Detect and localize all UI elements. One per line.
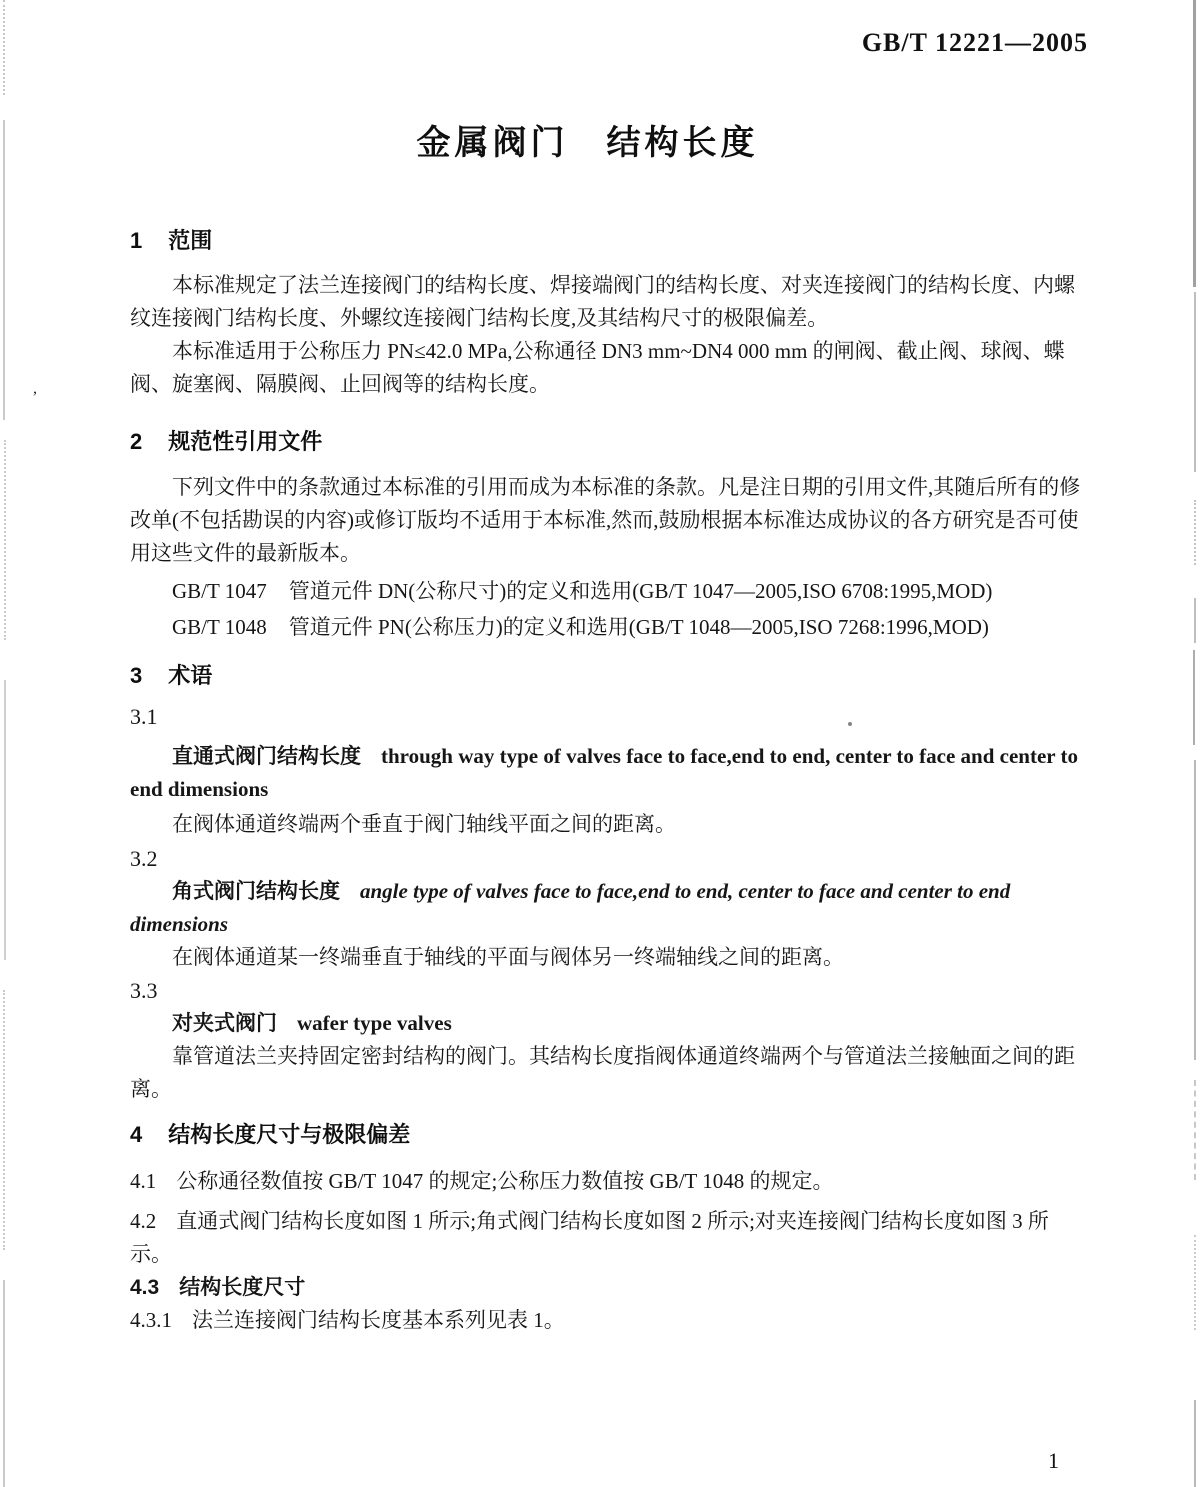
scan-speck: , <box>33 380 37 397</box>
clause-4-1 <box>130 1165 1085 1198</box>
term-entry <box>130 875 1085 941</box>
term-english: wafer type valves <box>297 1011 452 1035</box>
page-number: 1 <box>1048 1448 1059 1473</box>
clause-4-3 <box>130 1271 1085 1304</box>
section-title: 范围 <box>168 228 213 253</box>
clause-text: 公称通径数值按 GB/T 1047 的规定;公称压力数值按 GB/T 1048 的规定。 <box>176 1169 834 1193</box>
term-number: 3.2 <box>130 846 158 871</box>
term-chinese: 直通式阀门结构长度 <box>172 745 361 768</box>
term-entry <box>130 740 1085 806</box>
section-4-heading <box>130 1118 1085 1151</box>
clause-4-2 <box>130 1205 1085 1271</box>
standard-code: GB/T 12221—2005 <box>861 28 1088 57</box>
section-2-heading <box>130 425 1085 458</box>
term-definition: 在阀体通道终端两个垂直于阀门轴线平面之间的距离。 <box>172 812 676 836</box>
term-english: through way type of valves face to face,end to end, center to face and center to end dimensions <box>130 744 1078 801</box>
paragraph: 本标准适用于公称压力 PN≤42.0 MPa,公称通径 DN3 mm~DN4 000 mm 的闸阀、截止阀、球阀、蝶阀、旋塞阀、隔膜阀、止回阀等的结构长度。 <box>130 339 1065 396</box>
section-number: 2 <box>130 429 143 454</box>
term-number: 3.1 <box>130 704 158 729</box>
section-number: 3 <box>130 663 143 688</box>
paragraph: 下列文件中的条款通过本标准的引用而成为本标准的条款。凡是注日期的引用文件,其随后所有的修改单(不包括勘误的内容)或修订版均不适用于本标准,然而,鼓励根据本标准达成协议的各方研究是否可使用这些文件的最新版本。 <box>130 475 1081 565</box>
page-title: 金属阀门 结构长度 <box>416 124 759 162</box>
clause-number: 4.2 <box>130 1209 157 1233</box>
term-definition: 靠管道法兰夹持固定密封结构的阀门。其结构长度指阀体通道终端两个与管道法兰接触面之间的距离。 <box>130 1044 1075 1101</box>
section-number: 1 <box>130 228 143 253</box>
reference-code: GB/T 1048 <box>172 615 267 639</box>
clause-number: 4.3 <box>130 1276 160 1299</box>
section-title: 术语 <box>168 663 213 688</box>
clause-number: 4.3.1 <box>130 1308 172 1332</box>
section-1-heading <box>130 224 1085 257</box>
section-3-heading <box>130 659 1085 692</box>
clause-text: 法兰连接阀门结构长度基本系列见表 1。 <box>192 1308 565 1332</box>
term-chinese: 角式阀门结构长度 <box>172 880 340 903</box>
reference-code: GB/T 1047 <box>172 579 267 603</box>
clause-text: 直通式阀门结构长度如图 1 所示;角式阀门结构长度如图 2 所示;对夹连接阀门结构长度如图 3 所示。 <box>130 1209 1049 1266</box>
reference-item <box>130 575 1085 608</box>
reference-text: 管道元件 DN(公称尺寸)的定义和选用(GB/T 1047—2005,ISO 6708:1995,MOD) <box>288 579 993 603</box>
term-definition: 在阀体通道某一终端垂直于轴线的平面与阀体另一终端轴线之间的距离。 <box>172 945 844 969</box>
paragraph: 本标准规定了法兰连接阀门的结构长度、焊接端阀门的结构长度、对夹连接阀门的结构长度、内螺纹连接阀门结构长度、外螺纹连接阀门结构长度,及其结构尺寸的极限偏差。 <box>130 273 1075 330</box>
term-english: angle type of valves face to face,end to end, center to face and center to end dimensions <box>130 879 1011 936</box>
section-title: 结构长度尺寸与极限偏差 <box>168 1122 411 1147</box>
reference-item <box>130 611 1085 644</box>
clause-number: 4.1 <box>130 1169 157 1193</box>
section-number: 4 <box>130 1122 143 1147</box>
section-title: 规范性引用文件 <box>168 429 323 454</box>
clause-4-3-1 <box>130 1304 1085 1337</box>
right-edge-artifact <box>1194 1400 1196 1487</box>
term-entry <box>130 1007 1085 1040</box>
reference-text: 管道元件 PN(公称压力)的定义和选用(GB/T 1048—2005,ISO 7268:1996,MOD) <box>288 615 989 639</box>
term-chinese: 对夹式阀门 <box>172 1012 277 1035</box>
clause-text: 结构长度尺寸 <box>179 1276 306 1299</box>
term-number: 3.3 <box>130 978 158 1003</box>
